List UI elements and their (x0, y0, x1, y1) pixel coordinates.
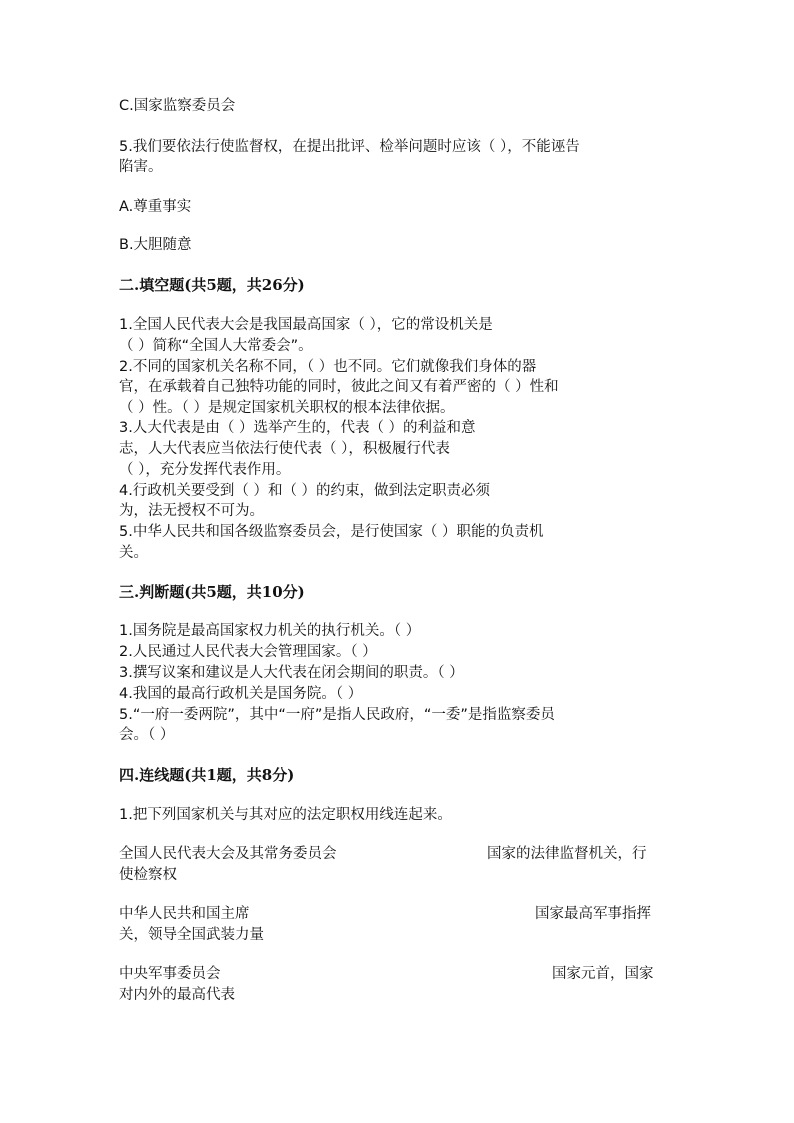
fill-line: 2.不同的国家机关名称不同，（ ）也不同。它们就像我们身体的器 (119, 359, 537, 375)
fill-line: 关。 (119, 545, 148, 561)
fill-line: （ ）性。（ ）是规定国家机关职权的根本法律依据。 (119, 400, 455, 416)
match-left-item: 中央军事委员会 (119, 966, 221, 982)
fill-line: 官，在承载着自己独特功能的同时，彼此之间又有着严密的（ ）性和 (119, 379, 559, 395)
judge-line: 3.撰写议案和建议是人大代表在闭会期间的职责。（ ） (119, 665, 464, 681)
match-right-item: 国家最高军事指挥 (535, 906, 651, 922)
match-right-continuation: 关，领导全国武装力量 (119, 927, 264, 943)
judge-line: 会。（ ） (119, 727, 175, 743)
fill-line: （ ）简称“全国人大常委会”。 (119, 338, 313, 354)
judge-line: 5.“一府一委两院”，其中“一府”是指人民政府，“一委”是指监察委员 (119, 707, 555, 723)
fill-line: 4.行政机关要受到（ ）和（ ）的约束，做到法定职责必须 (119, 483, 491, 499)
fill-line: （ ），充分发挥代表作用。 (119, 462, 291, 478)
match-question: 1.把下列国家机关与其对应的法定职权用线连起来。 (119, 807, 452, 823)
match-right-item: 国家的法律监督机关，行 (487, 846, 647, 862)
question-5-option-a: A.尊重事实 (119, 199, 192, 215)
fill-line: 1.全国人民代表大会是我国最高国家（ ），它的常设机关是 (119, 317, 493, 333)
fill-line: 5.中华人民共和国各级监察委员会，是行使国家（ ）职能的负责机 (119, 524, 544, 540)
question-5-line1: 5.我们要依法行使监督权，在提出批评、检举问题时应该（ ），不能诬告 (119, 139, 580, 155)
match-left-item: 全国人民代表大会及其常务委员会 (119, 846, 337, 862)
judge-line: 1.国务院是最高国家权力机关的执行机关。（ ） (119, 623, 421, 639)
option-c: C.国家监察委员会 (119, 98, 236, 114)
section-4-heading: 四.连线题(共1题，共8分) (119, 766, 295, 784)
judge-line: 4.我国的最高行政机关是国务院。（ ） (119, 686, 363, 702)
question-5-option-b: B.大胆随意 (119, 237, 192, 253)
question-5-line2: 陷害。 (119, 159, 163, 175)
fill-line: 3.人大代表是由（ ）选举产生的，代表（ ）的利益和意 (119, 420, 476, 436)
match-right-continuation: 使检察权 (119, 867, 177, 883)
match-right-item: 国家元首，国家 (552, 966, 654, 982)
judge-line: 2.人民通过人民代表大会管理国家。（ ） (119, 644, 377, 660)
section-3-heading: 三.判断题(共5题，共10分) (119, 583, 305, 601)
match-right-continuation: 对内外的最高代表 (119, 987, 235, 1003)
fill-line: 志，人大代表应当依法行使代表（ ），积极履行代表 (119, 441, 450, 457)
section-2-heading: 二.填空题(共5题，共26分) (119, 276, 305, 294)
match-left-item: 中华人民共和国主席 (119, 906, 250, 922)
fill-line: 为，法无授权不可为。 (119, 503, 264, 519)
